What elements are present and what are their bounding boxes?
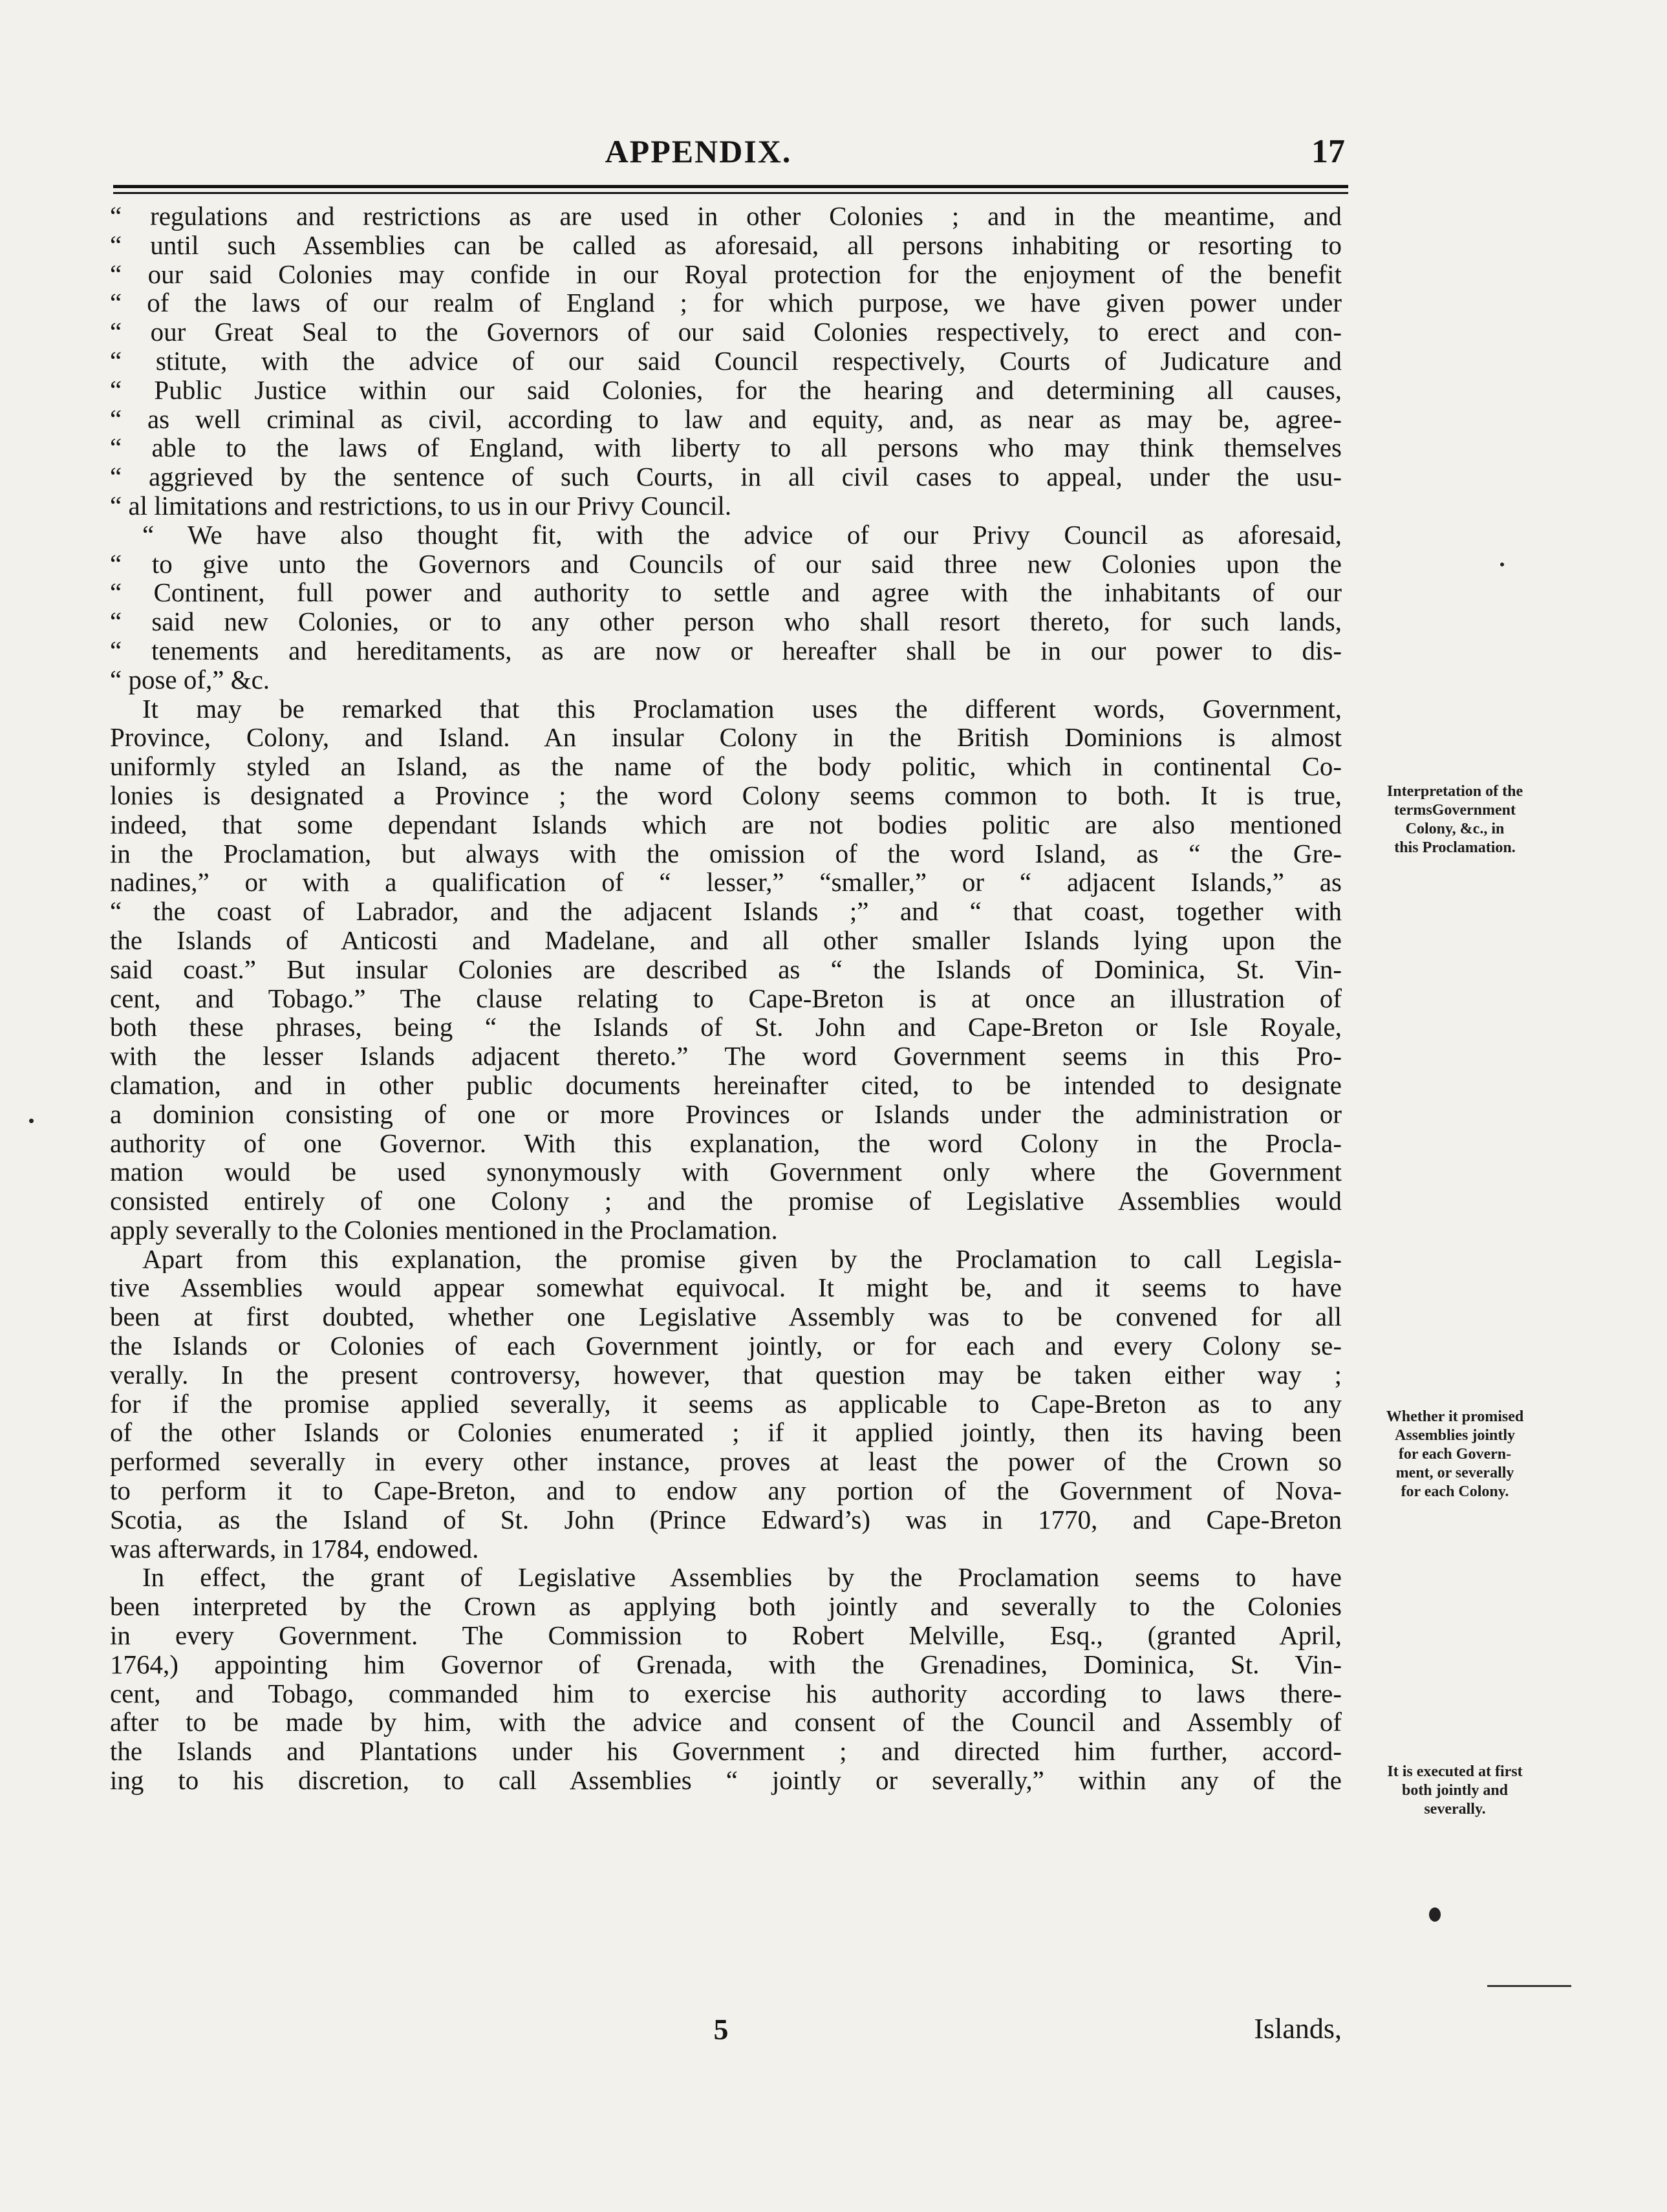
margin-note-line: Interpretation of the <box>1386 783 1523 800</box>
text-line: “ to give unto the Governors and Councils of our said three new Colonies upon the <box>110 549 1342 579</box>
catchword: Islands, <box>1254 2013 1342 2045</box>
margin-note-line: both jointly and <box>1401 1782 1509 1799</box>
text-line: verally. In the present controversy, however, that question may be taken either way ; <box>110 1360 1342 1390</box>
margin-note-line: severally. <box>1424 1801 1486 1818</box>
text-line: cent, and Tobago, commanded him to exercise his authority according to laws there- <box>110 1679 1342 1708</box>
text-line: Apart from this explanation, the promise given by the Proclamation to call Legisla- <box>142 1244 1342 1274</box>
text-line: in the Proclamation, but always with the omission of the word Island, as “ the Gre- <box>110 839 1342 868</box>
text-line: “ as well criminal as civil, according to law and equity, and, as near as may be, agree- <box>110 404 1342 434</box>
text-line: in every Government. The Commission to Robert Melville, Esq., (granted April, <box>110 1621 1342 1650</box>
text-line: after to be made by him, with the advice and consent of the Council and Assembly of <box>110 1708 1342 1737</box>
text-line: a dominion consisting of one or more Provinces or Islands under the administration or <box>110 1099 1342 1129</box>
stray-mark <box>1487 1985 1571 1987</box>
text-line: “ pose of,” &c. <box>110 665 270 694</box>
text-line: “ our Great Seal to the Governors of our said Colonies respectively, to erect and con- <box>110 317 1342 347</box>
text-line: lonies is designated a Province ; the word Colony seems common to both. It is true, <box>110 780 1342 810</box>
page-number: 17 <box>1311 133 1345 170</box>
margin-note-line: termsGovernment <box>1394 802 1516 819</box>
text-line: “ regulations and restrictions as are used in other Colonies ; and in the meantime, and <box>110 202 1342 231</box>
margin-note-line: this Proclamation. <box>1394 839 1516 856</box>
text-line: to perform it to Cape-Breton, and to endow any portion of the Government of Nova- <box>110 1476 1342 1505</box>
text-line: indeed, that some dependant Islands which are not bodies politic are also mentioned <box>110 810 1342 839</box>
margin-note-line: ment, or severally <box>1395 1465 1514 1481</box>
text-line: “ tenements and hereditaments, as are now or hereafter shall be in our power to dis- <box>110 636 1342 665</box>
text-line: was afterwards, in 1784, endowed. <box>110 1534 479 1563</box>
text-line: been at first doubted, whether one Legislative Assembly was to be convened for all <box>110 1302 1342 1332</box>
text-line: the Islands or Colonies of each Government jointly, or for each and every Colony se- <box>110 1331 1342 1360</box>
text-line: “ our said Colonies may confide in our Royal protection for the enjoyment of the benefit <box>110 259 1342 289</box>
margin-note-line: Assemblies jointly <box>1395 1427 1515 1444</box>
margin-note-line: for each Colony. <box>1401 1483 1509 1500</box>
text-line: the Islands and Plantations under his Government ; and directed him further, accord- <box>110 1737 1342 1766</box>
body-text <box>110 202 1342 1795</box>
text-line: It may be remarked that this Proclamation uses the different words, Government, <box>142 694 1342 724</box>
text-line: been interpreted by the Crown as applying both jointly and severally to the Colonies <box>110 1592 1342 1622</box>
text-line: “ al limitations and restrictions, to us in our Privy Council. <box>110 491 732 521</box>
text-line: “ aggrieved by the sentence of such Courts, in all civil cases to appeal, under the usu- <box>110 462 1342 491</box>
text-line: clamation, and in other public documents hereinafter cited, to be intended to designate <box>110 1070 1342 1100</box>
text-line: “ Public Justice within our said Colonies, for the hearing and determining all causes, <box>110 375 1342 405</box>
text-line: “ We have also thought fit, with the advice of our Privy Council as aforesaid, <box>142 520 1342 550</box>
margin-note-assemblies <box>1348 1408 1562 1501</box>
text-line: tive Assemblies would appear somewhat equivocal. It might be, and it seems to have <box>110 1273 1342 1303</box>
text-line: authority of one Governor. With this explanation, the word Colony in the Procla- <box>110 1128 1342 1158</box>
margin-note-line: It is executed at first <box>1387 1763 1523 1780</box>
margin-note-line: Colony, &c., in <box>1405 821 1505 837</box>
text-line: uniformly styled an Island, as the name of the body politic, which in continental Co- <box>110 752 1342 781</box>
margin-note-line: for each Govern- <box>1398 1446 1512 1463</box>
text-line: said coast.” But insular Colonies are described as “ the Islands of Dominica, St. Vin- <box>110 954 1342 984</box>
text-line: of the other Islands or Colonies enumerated ; if it applied jointly, then its having been <box>110 1418 1342 1448</box>
text-line: “ the coast of Labrador, and the adjacent Islands ;” and “ that coast, together with <box>110 897 1342 926</box>
text-line: “ stitute, with the advice of our said Council respectively, Courts of Judicature and <box>110 346 1342 376</box>
text-line: performed severally in every other instance, proves at least the power of the Crown so <box>110 1447 1342 1477</box>
text-line: “ until such Assemblies can be called as aforesaid, all persons inhabiting or resorting to <box>110 230 1342 260</box>
signature-mark: 5 <box>713 2013 729 2046</box>
text-line: “ able to the laws of England, with liberty to all persons who may think themselves <box>110 433 1342 463</box>
text-line: consisted entirely of one Colony ; and the promise of Legislative Assemblies would <box>110 1187 1342 1216</box>
margin-note-interpretation <box>1348 782 1562 857</box>
text-line: In effect, the grant of Legislative Assemblies by the Proclamation seems to have <box>142 1563 1342 1593</box>
margin-note-executed <box>1348 1763 1562 1819</box>
text-line: “ said new Colonies, or to any other person who shall resort thereto, for such lands, <box>110 607 1342 636</box>
running-head: APPENDIX. <box>605 133 792 169</box>
ink-speck <box>29 1119 34 1123</box>
text-line: both these phrases, being “ the Islands of St. John and Cape-Breton or Isle Royale, <box>110 1013 1342 1042</box>
margin-note-line: Whether it promised <box>1386 1408 1524 1425</box>
ink-blot <box>1429 1907 1441 1922</box>
text-line: ing to his discretion, to call Assemblies “ jointly or severally,” within any of the <box>110 1766 1342 1795</box>
text-line: 1764,) appointing him Governor of Grenada, with the Grenadines, Dominica, St. Vin- <box>110 1649 1342 1679</box>
text-line: “ Continent, full power and authority to settle and agree with the inhabitants of our <box>110 578 1342 608</box>
text-line: nadines,” or with a qualification of “ lesser,” “smaller,” or “ adjacent Islands,” as <box>110 868 1342 897</box>
text-line: mation would be used synonymously with Government only where the Government <box>110 1157 1342 1187</box>
text-line: the Islands of Anticosti and Madelane, and all other smaller Islands lying upon the <box>110 925 1342 955</box>
text-line: Scotia, as the Island of St. John (Prince Edward’s) was in 1770, and Cape-Breton <box>110 1505 1342 1534</box>
header-rule <box>113 185 1348 194</box>
text-line: for if the promise applied severally, it seems as applicable to Cape-Breton as to any <box>110 1389 1342 1419</box>
text-line: cent, and Tobago.” The clause relating to Cape-Breton is at once an illustration of <box>110 983 1342 1013</box>
text-line: with the lesser Islands adjacent thereto.” The word Government seems in this Pro- <box>110 1042 1342 1071</box>
ink-speck <box>1500 563 1504 566</box>
text-line: “ of the laws of our realm of England ; for which purpose, we have given power under <box>110 288 1342 318</box>
text-line: apply severally to the Colonies mentioned in the Proclamation. <box>110 1215 778 1245</box>
text-line: Province, Colony, and Island. An insular Colony in the British Dominions is almost <box>110 723 1342 753</box>
